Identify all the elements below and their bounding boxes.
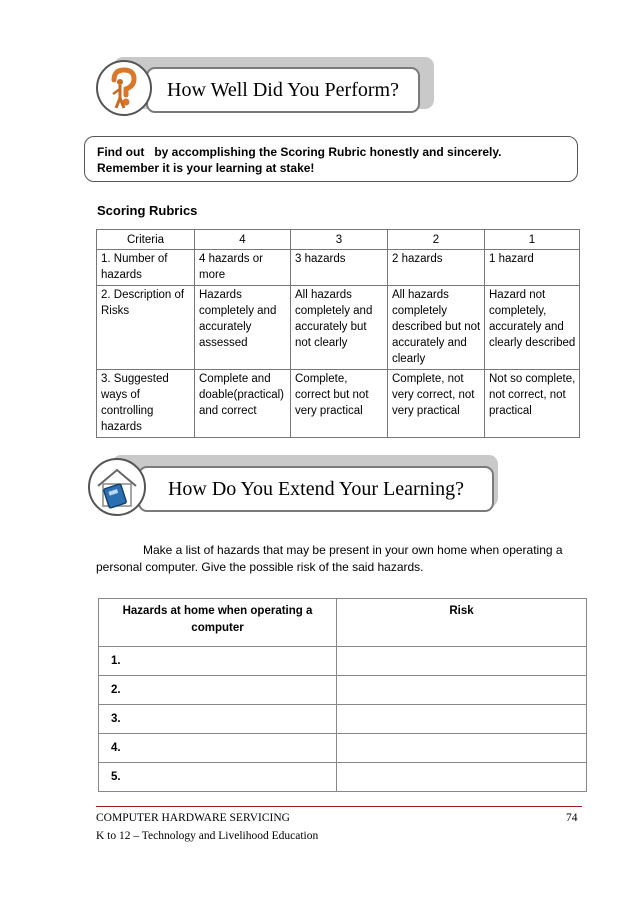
table-row [97,250,580,286]
header-risk: Risk [337,599,587,647]
instruction-text: Make a list of hazards that may be present in your own home when operating a personal computer. Give the possible risk of the said hazards. [96,543,563,574]
row-number: 5. [99,763,337,792]
hazards-header-row [99,599,587,647]
rubric-title: Scoring Rubrics [97,203,198,218]
scoring-rubric-table [96,229,580,438]
header-score-3: 3 [291,230,388,250]
rubric-header-row [97,230,580,250]
instruction-notice [84,136,578,182]
footer-page-number: 74 [566,812,578,824]
table-row [97,370,580,438]
table-row [99,647,587,676]
hazards-table [98,598,587,792]
rubric-cell: Complete, not very correct, not very practical [388,370,485,438]
house-book-icon [88,458,146,516]
rubric-cell: Not so complete, not correct, not practical [485,370,580,438]
rubric-cell: All hazards completely described but not accurately and clearly [388,286,485,370]
header-score-2: 2 [388,230,485,250]
notice-line-2: Remember it is your learning at stake! [97,161,315,175]
header-score-1: 1 [485,230,580,250]
row-number: 2. [99,676,337,705]
table-row [97,286,580,370]
row-number: 1. [99,647,337,676]
rubric-cell: Hazard not completely, accurately and clearly described [485,286,580,370]
footer-course: COMPUTER HARDWARE SERVICING [96,812,290,824]
header-score-4: 4 [195,230,291,250]
row-number: 4. [99,734,337,763]
section-title: How Well Did You Perform? [167,78,399,101]
extend-learning-instruction [96,542,584,576]
question-person-icon [96,60,152,116]
table-row [99,676,587,705]
footer-divider [96,806,582,807]
risk-cell[interactable] [337,763,587,792]
risk-cell[interactable] [337,676,587,705]
rubric-cell: Hazards completely and accurately assessed [195,286,291,370]
rubric-cell: 3. Suggested ways of controlling hazards [97,370,195,438]
section-title-banner [146,67,420,113]
header-hazards: Hazards at home when operating a computer [99,599,337,647]
rubric-cell: 2 hazards [388,250,485,286]
table-row [99,705,587,734]
risk-cell[interactable] [337,734,587,763]
notice-line-1: Find out by accomplishing the Scoring Rubric honestly and sincerely. [97,145,502,159]
row-number: 3. [99,705,337,734]
section-title: How Do You Extend Your Learning? [167,477,465,500]
rubric-cell: Complete and doable(practical) and correct [195,370,291,438]
rubric-cell: 2. Description of Risks [97,286,195,370]
table-row [99,763,587,792]
section-title-banner [138,466,494,512]
rubric-cell: Complete, correct but not very practical [291,370,388,438]
rubric-cell: 1 hazard [485,250,580,286]
risk-cell[interactable] [337,647,587,676]
header-criteria: Criteria [97,230,195,250]
footer-subtitle: K to 12 – Technology and Livelihood Education [96,830,319,842]
rubric-cell: 3 hazards [291,250,388,286]
risk-cell[interactable] [337,705,587,734]
rubric-cell: 1. Number of hazards [97,250,195,286]
rubric-cell: 4 hazards or more [195,250,291,286]
rubric-cell: All hazards completely and accurately but not clearly [291,286,388,370]
table-row [99,734,587,763]
